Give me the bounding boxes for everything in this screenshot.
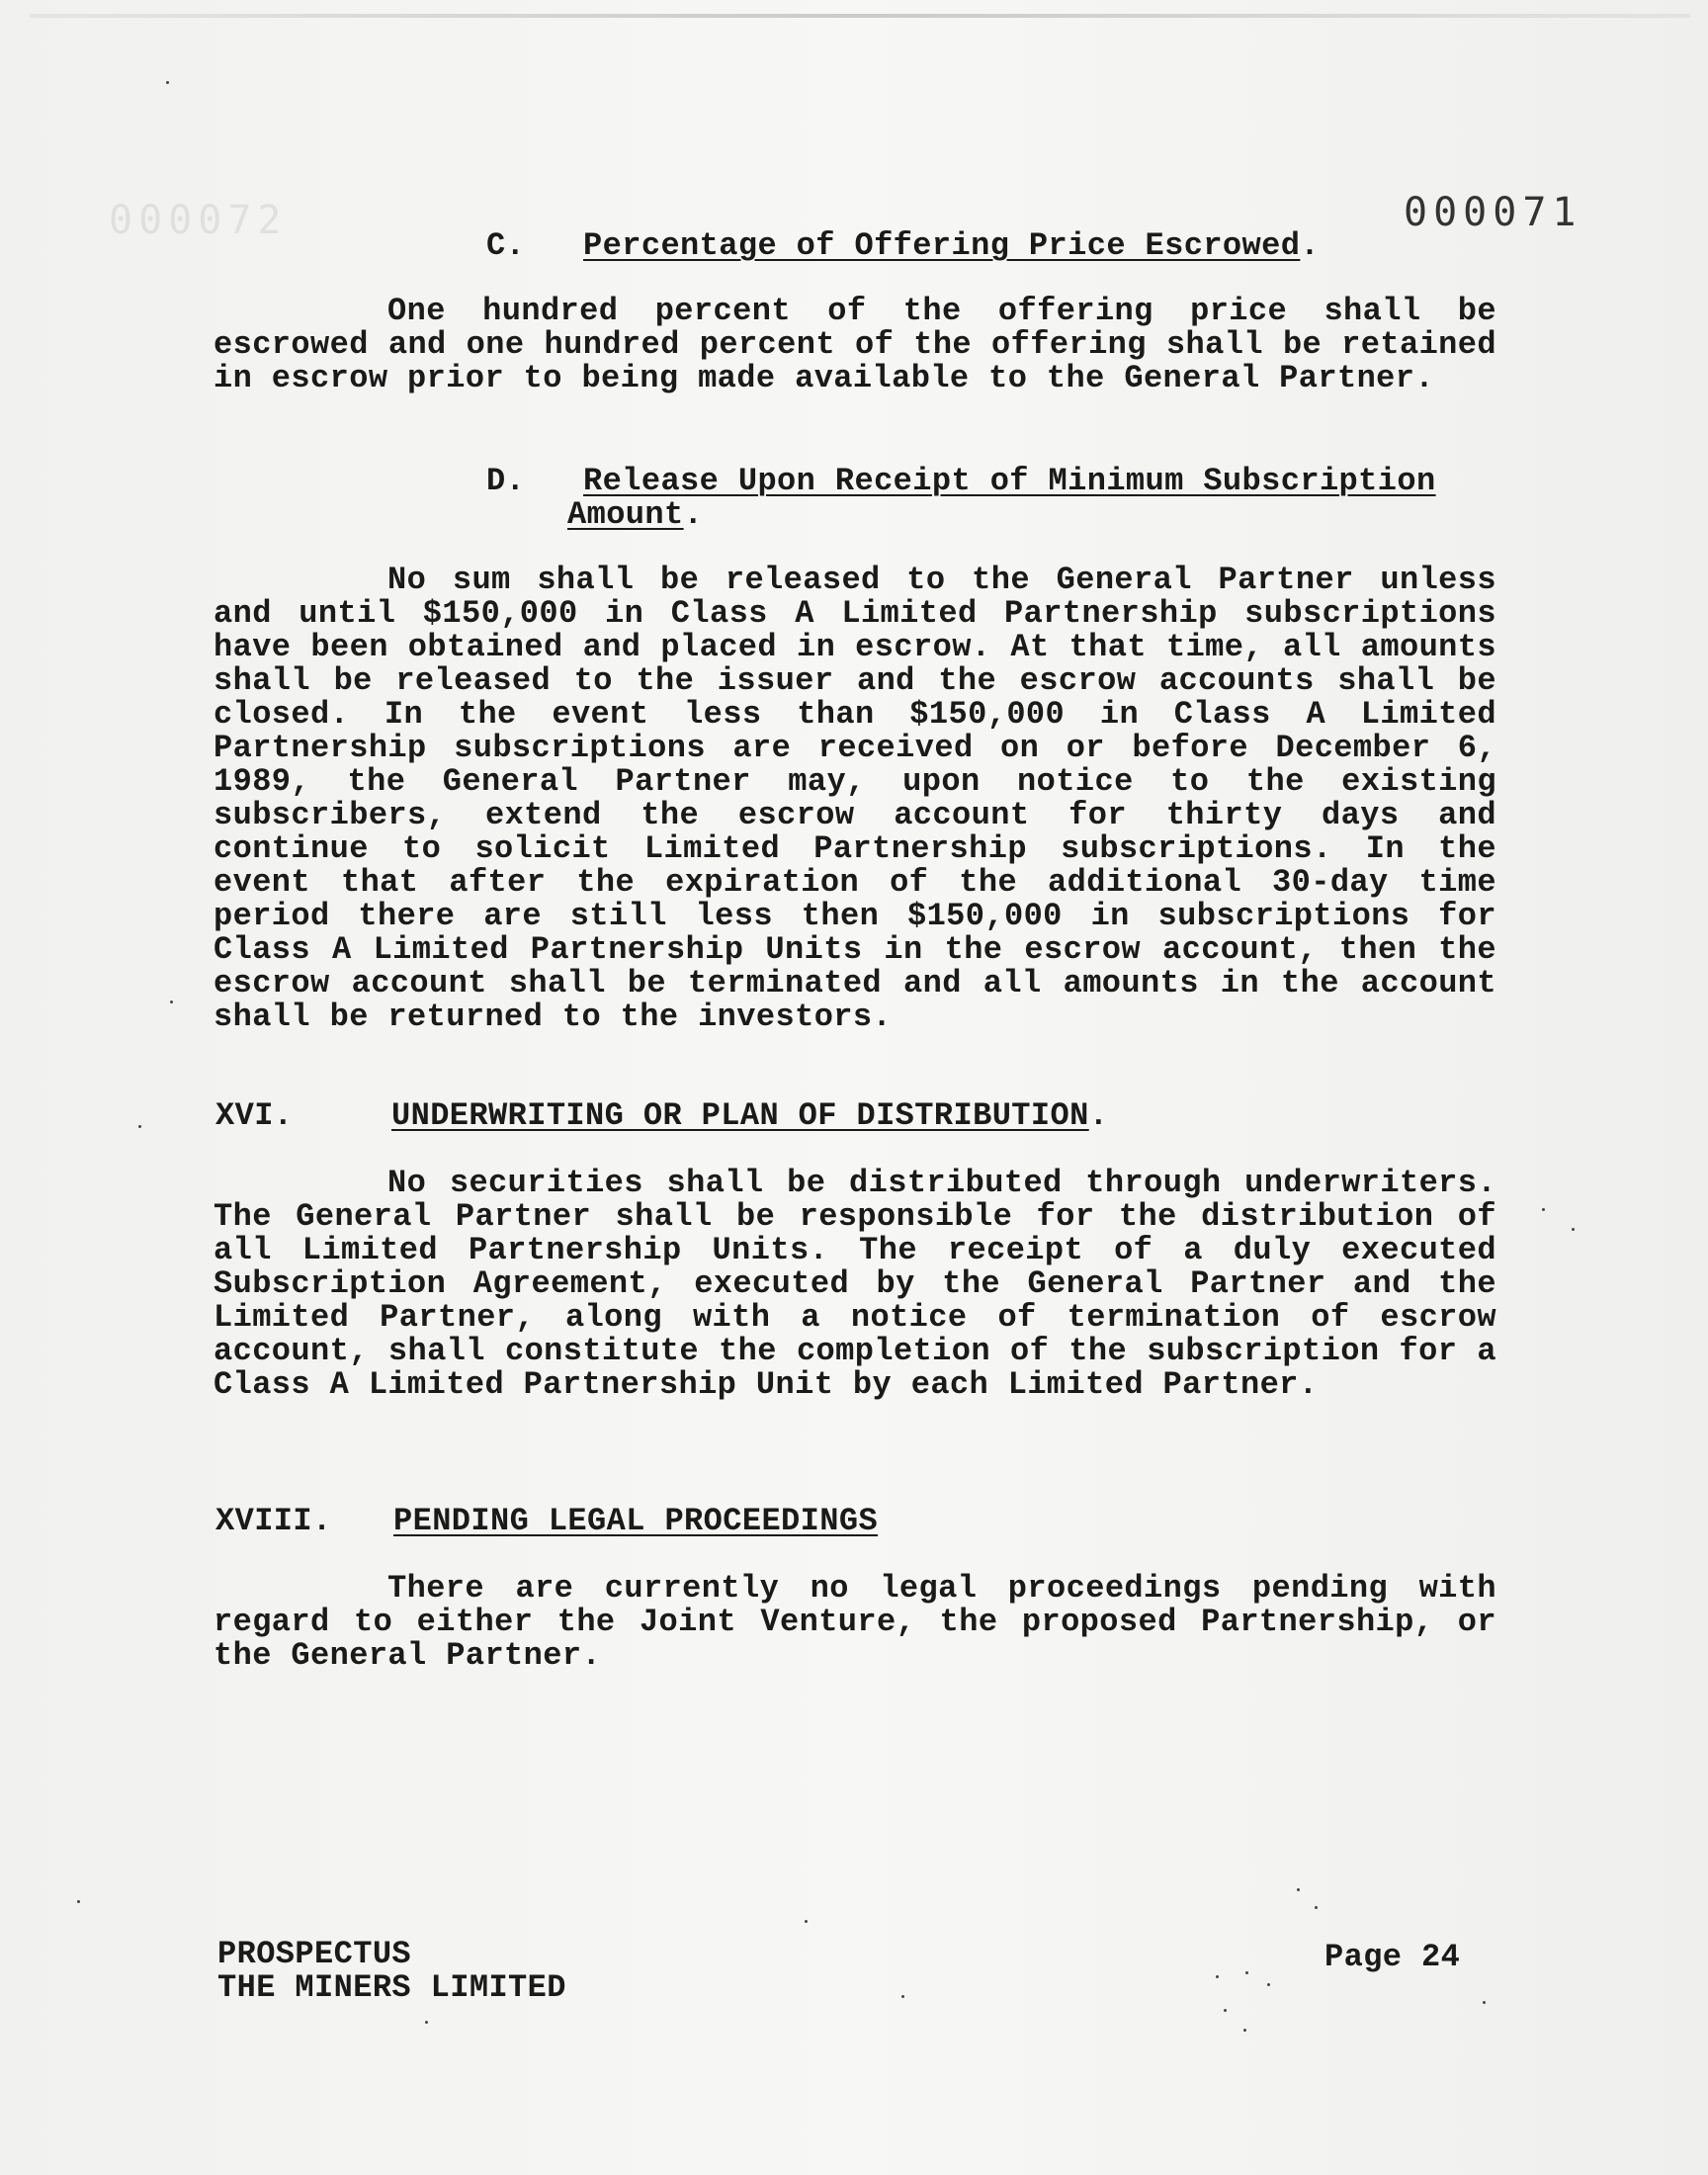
- section-xvi-title: UNDERWRITING OR PLAN OF DISTRIBUTION: [391, 1097, 1089, 1134]
- scan-speck: [1542, 1208, 1545, 1211]
- section-xvi-text: No securities shall be distributed through underwriters. The General Partner shall be responsible for the distribution of all Limited Partnership Units. The receipt of a duly executed Subscription Agreement, executed by the General Partner and the Limited Partner, along with a notice of termination of escrow account, shall constitute the completion of the subscription for a Class A Limited Partnership Unit by each Limited Partner.: [214, 1165, 1496, 1403]
- footer-prospectus: PROSPECTUS: [217, 1936, 412, 1972]
- scan-speck: [1297, 1888, 1300, 1891]
- bates-number-bleedthrough: 000072: [109, 198, 288, 243]
- scan-speck: [1243, 2029, 1246, 2032]
- bates-number: 000071: [1404, 190, 1582, 235]
- section-d-heading-cont: Amount.: [567, 496, 704, 533]
- section-c-paragraph: [214, 295, 1496, 395]
- scan-speck: [138, 1125, 141, 1128]
- section-c-letter: C.: [486, 227, 526, 264]
- section-d-title-line2: Amount: [567, 496, 684, 533]
- scan-speck: [170, 1000, 173, 1003]
- footer-company: THE MINERS LIMITED: [217, 1969, 566, 2006]
- section-xvi-paragraph: [214, 1167, 1496, 1402]
- section-xvi-number: XVI.: [215, 1097, 294, 1134]
- scan-speck: [805, 1920, 808, 1923]
- section-xvi-heading: UNDERWRITING OR PLAN OF DISTRIBUTION.: [391, 1097, 1109, 1134]
- section-xviii-text: There are currently no legal proceedings pending with regard to either the Joint Venture, the proposed Partnership, or the General Partner.: [214, 1570, 1496, 1674]
- scan-speck: [77, 1900, 80, 1903]
- scan-speck: [1224, 2009, 1227, 2012]
- section-xviii-number: XVIII.: [215, 1503, 332, 1539]
- footer-page-number: Page 24: [1324, 1939, 1461, 1975]
- scan-speck: [901, 1995, 904, 1998]
- section-xviii-paragraph: [214, 1572, 1496, 1673]
- scan-speck: [1245, 1971, 1248, 1974]
- scan-edge-line: [30, 14, 1690, 18]
- section-c-title: Percentage of Offering Price Escrowed: [583, 227, 1301, 264]
- section-d-text: No sum shall be released to the General Partner unless and until $150,000 in Class A Limited Partnership subscriptions have been obtained and placed in escrow. At that time, all amounts shall be released to the issuer and the escrow accounts shall be closed. In the event less than $150,000 in Class A Limited Partnership subscriptions are received on or before December 6, 1989, the General Partner may, upon notice to the existing subscribers, extend the escrow account for thirty days and continue to solicit Limited Partnership subscriptions. In the event that after the expiration of the additional 30-day time period there are still less then $150,000 in subscriptions for Class A Limited Partnership Units in the escrow account, then the escrow account shall be terminated and all amounts in the account shall be returned to the investors.: [214, 562, 1496, 1035]
- scan-speck: [1315, 1906, 1318, 1909]
- section-c-heading: C. Percentage of Offering Price Escrowed.: [486, 227, 1320, 264]
- section-c-text: One hundred percent of the offering price shall be escrowed and one hundred percent of the offering shall be retained in escrow prior to being made available to the General Partner.: [214, 293, 1496, 396]
- scan-speck: [1572, 1228, 1575, 1231]
- section-d-paragraph: [214, 564, 1496, 1034]
- section-d-title-line1: Release Upon Receipt of Minimum Subscription: [583, 463, 1436, 499]
- scan-speck: [425, 2021, 428, 2024]
- section-xviii-heading: [393, 1505, 878, 1538]
- scan-speck: [166, 81, 169, 84]
- scan-speck: [1216, 1975, 1219, 1978]
- section-d-heading: [486, 465, 1436, 498]
- section-xviii-title: PENDING LEGAL PROCEEDINGS: [393, 1503, 879, 1539]
- section-d-letter: D.: [486, 463, 526, 499]
- scan-speck: [1267, 1983, 1270, 1986]
- scan-speck: [1483, 2001, 1486, 2004]
